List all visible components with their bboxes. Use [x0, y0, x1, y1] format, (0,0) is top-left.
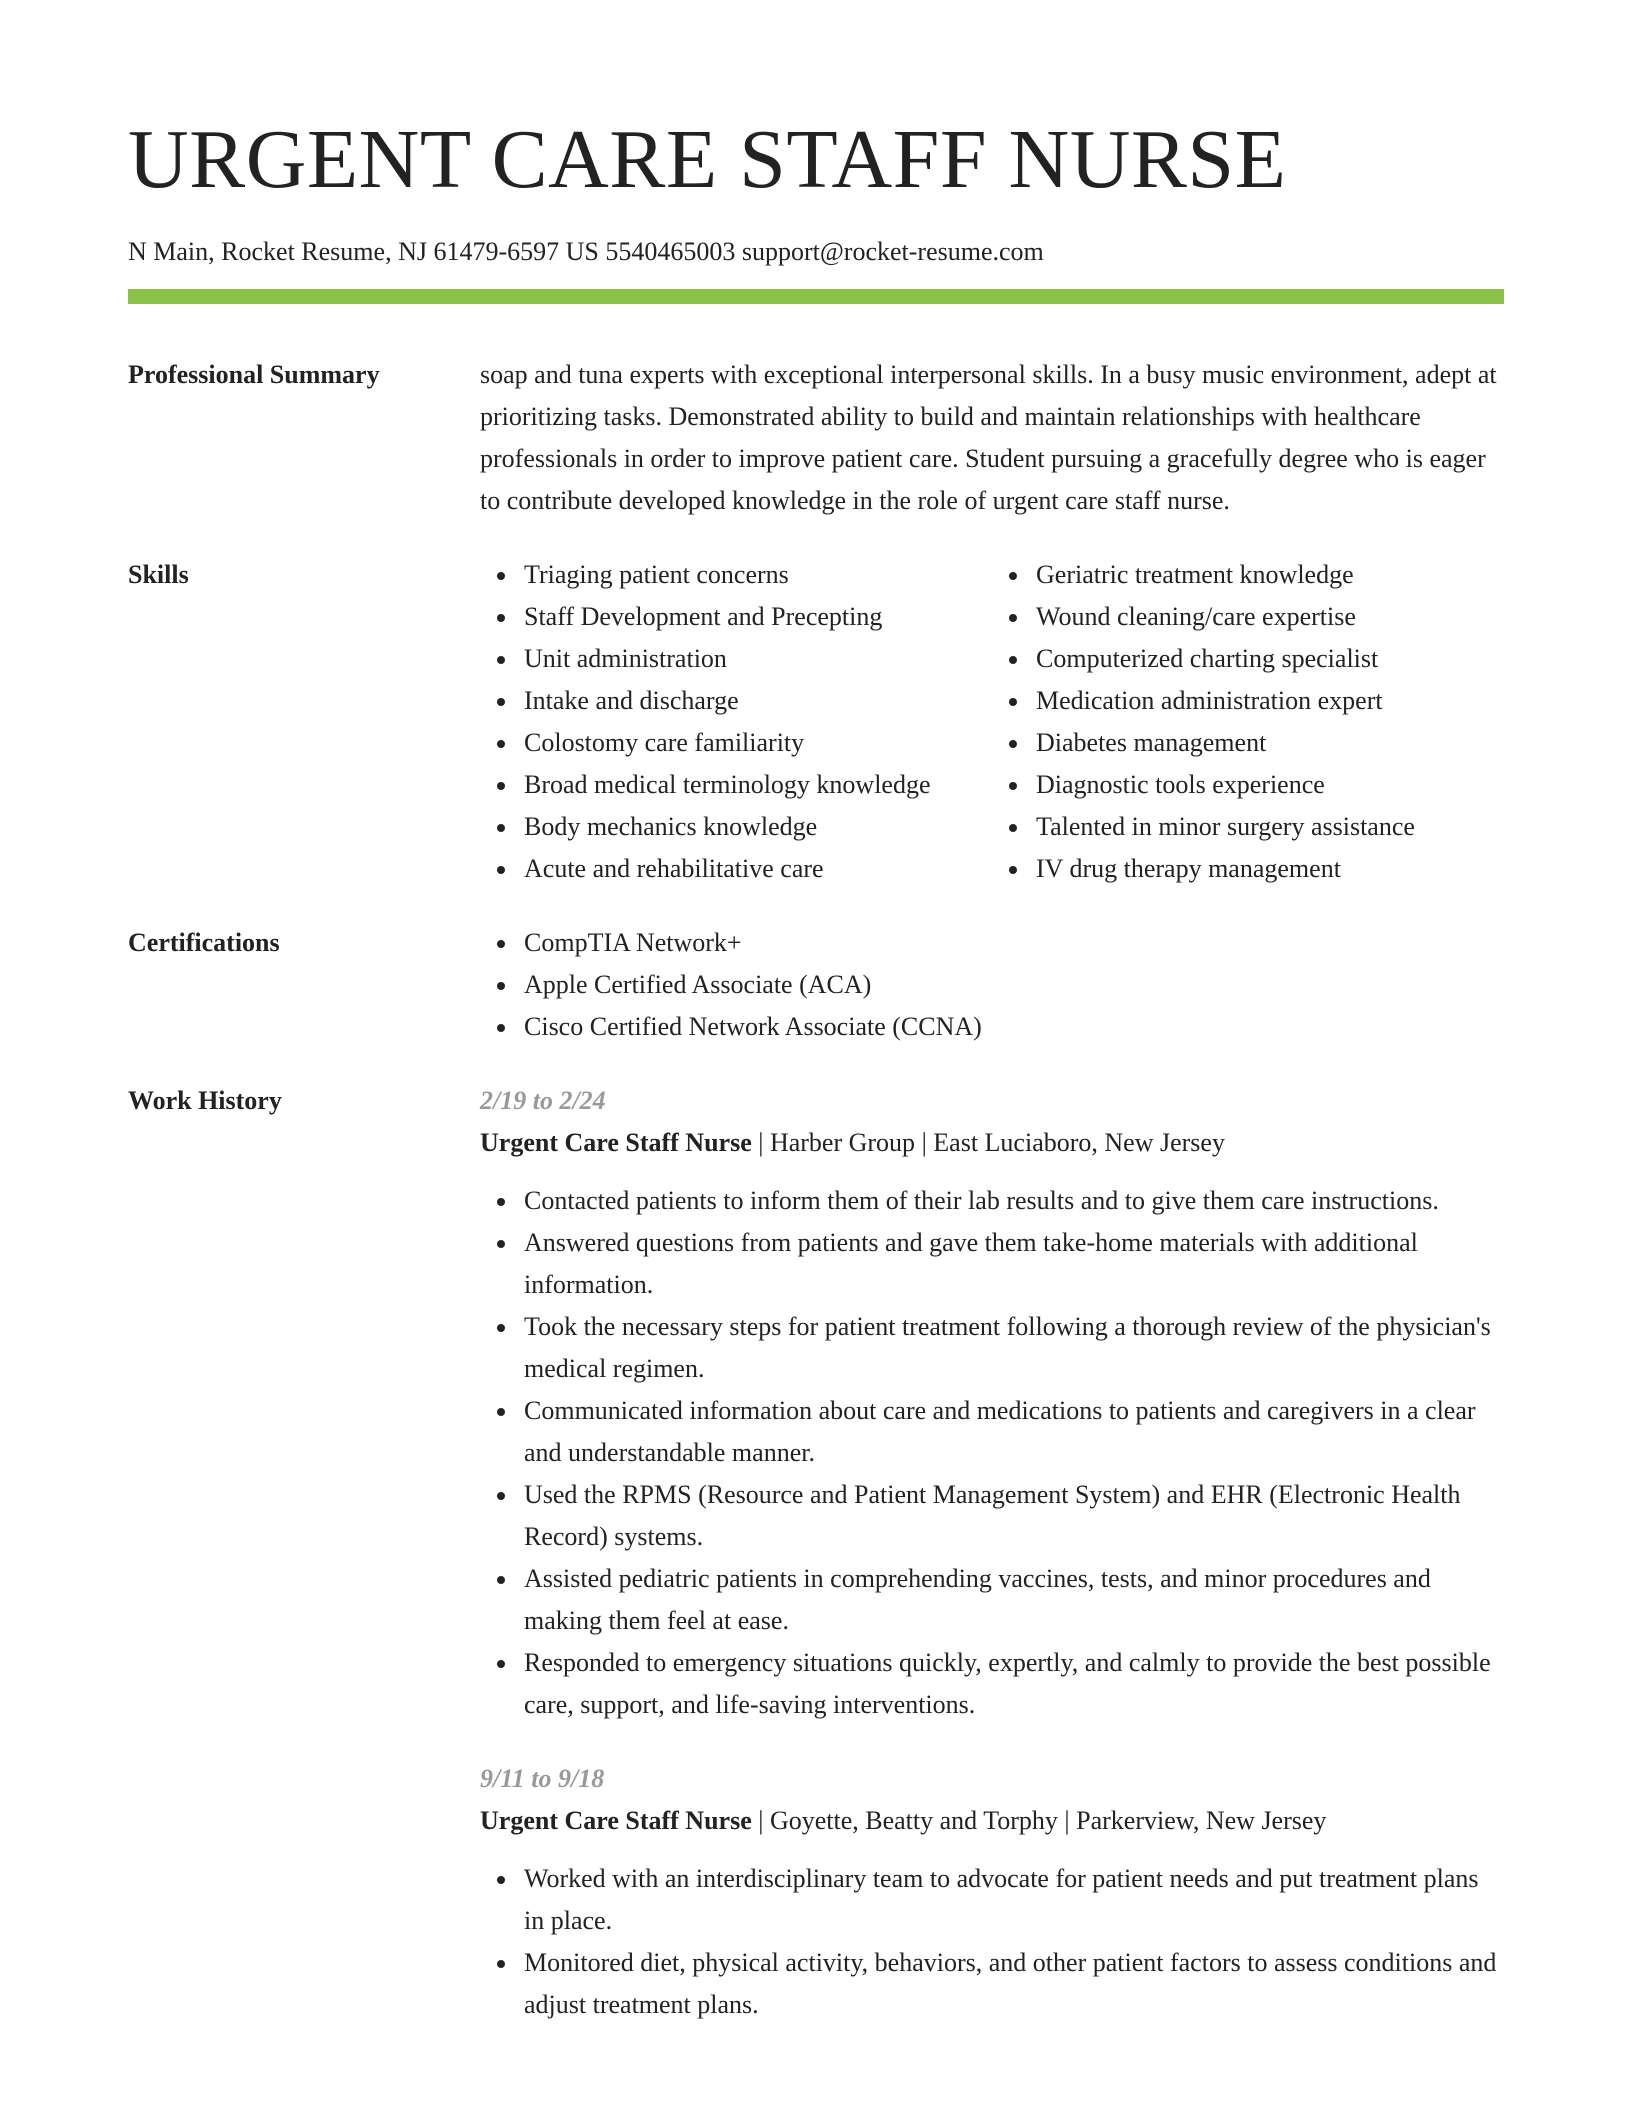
skill-item: Triaging patient concerns: [524, 554, 992, 596]
accent-rule: [128, 289, 1504, 304]
skill-item: Unit administration: [524, 638, 992, 680]
job-separator: |: [751, 1806, 770, 1836]
skill-item: Diabetes management: [1036, 722, 1504, 764]
skill-item: Talented in minor surgery assistance: [1036, 806, 1504, 848]
skills-section: [128, 554, 1504, 890]
job-separator: |: [1057, 1806, 1077, 1836]
skills-list-left: [480, 554, 992, 890]
job-company: Harber Group: [769, 1128, 916, 1158]
job-bullet: Contacted patients to inform them of their lab results and to give them care instructions.: [524, 1180, 1504, 1222]
skill-item: Medication administration expert: [1036, 680, 1504, 722]
section-heading: Work History: [128, 1086, 282, 1116]
skill-item: Acute and rehabilitative care: [524, 848, 992, 890]
certification-item: Cisco Certified Network Associate (CCNA): [524, 1006, 1504, 1048]
section-heading: Professional Summary: [128, 360, 380, 390]
job-bullets: [480, 1858, 1504, 2026]
job-bullet: Took the necessary steps for patient treatment following a thorough review of the physician's medical regimen.: [524, 1306, 1504, 1390]
job-company: Goyette, Beatty and Torphy: [769, 1806, 1058, 1836]
job-location: East Luciaboro, New Jersey: [933, 1128, 1225, 1158]
skill-item: Body mechanics knowledge: [524, 806, 992, 848]
skill-item: Broad medical terminology knowledge: [524, 764, 992, 806]
job-separator: |: [915, 1128, 934, 1158]
job-title: Urgent Care Staff Nurse: [480, 1128, 752, 1158]
job-entry: [480, 1758, 1504, 2026]
job-bullet: Answered questions from patients and gave them take-home materials with additional information.: [524, 1222, 1504, 1306]
certifications-section: [128, 922, 1504, 1048]
skill-item: Computerized charting specialist: [1036, 638, 1504, 680]
job-entry: [480, 1080, 1504, 1726]
summary-section: [128, 354, 1504, 522]
job-title: Urgent Care Staff Nurse: [480, 1806, 752, 1836]
job-bullet: Used the RPMS (Resource and Patient Management System) and EHR (Electronic Health Record) systems.: [524, 1474, 1504, 1558]
skill-item: Colostomy care familiarity: [524, 722, 992, 764]
skills-list-right: [992, 554, 1504, 890]
skills-columns: [480, 554, 1504, 890]
summary-text: soap and tuna experts with exceptional interpersonal skills. In a busy music environment, adept at prioritizing tasks. Demonstrated ability to build and maintain relationships with healthcare professionals in order to improve patient care. Student pursuing a gracefully degree who is eager to contribute developed knowledge in the role of urgent care staff nurse.: [480, 360, 1497, 516]
job-line: [480, 1122, 1504, 1164]
job-bullet: Communicated information about care and medications to patients and caregivers in a clear and understandable manner.: [524, 1390, 1504, 1474]
resume-page: [128, 113, 1504, 2026]
certifications-list: [480, 922, 1504, 1048]
resume-name: URGENT CARE STAFF NURSE: [128, 113, 1287, 206]
skill-item: Wound cleaning/care expertise: [1036, 596, 1504, 638]
job-line: [480, 1800, 1504, 1842]
job-dates: 2/19 to 2/24: [480, 1086, 606, 1116]
certification-item: Apple Certified Associate (ACA): [524, 964, 1504, 1006]
job-dates: 9/11 to 9/18: [480, 1764, 605, 1794]
job-bullets: [480, 1180, 1504, 1726]
jobs-list: [480, 1080, 1504, 2026]
job-bullet: Worked with an interdisciplinary team to advocate for patient needs and put treatment plans in place.: [524, 1858, 1504, 1942]
job-bullet: Responded to emergency situations quickly, expertly, and calmly to provide the best possible care, support, and life-saving interventions.: [524, 1642, 1504, 1726]
skill-item: Diagnostic tools experience: [1036, 764, 1504, 806]
job-bullet: Assisted pediatric patients in comprehending vaccines, tests, and minor procedures and making them feel at ease.: [524, 1558, 1504, 1642]
skill-item: Staff Development and Precepting: [524, 596, 992, 638]
skill-item: IV drug therapy management: [1036, 848, 1504, 890]
section-heading: Certifications: [128, 928, 280, 958]
work-history-section: [128, 1080, 1504, 2026]
section-heading: Skills: [128, 560, 189, 590]
job-location: Parkerview, New Jersey: [1076, 1806, 1327, 1836]
skill-item: Geriatric treatment knowledge: [1036, 554, 1504, 596]
contact-info: N Main, Rocket Resume, NJ 61479-6597 US 5540465003 support@rocket-resume.com: [128, 237, 1044, 266]
job-separator: |: [751, 1128, 770, 1158]
skill-item: Intake and discharge: [524, 680, 992, 722]
certification-item: CompTIA Network+: [524, 922, 1504, 964]
job-bullet: Monitored diet, physical activity, behaviors, and other patient factors to assess conditions and adjust treatment plans.: [524, 1942, 1504, 2026]
